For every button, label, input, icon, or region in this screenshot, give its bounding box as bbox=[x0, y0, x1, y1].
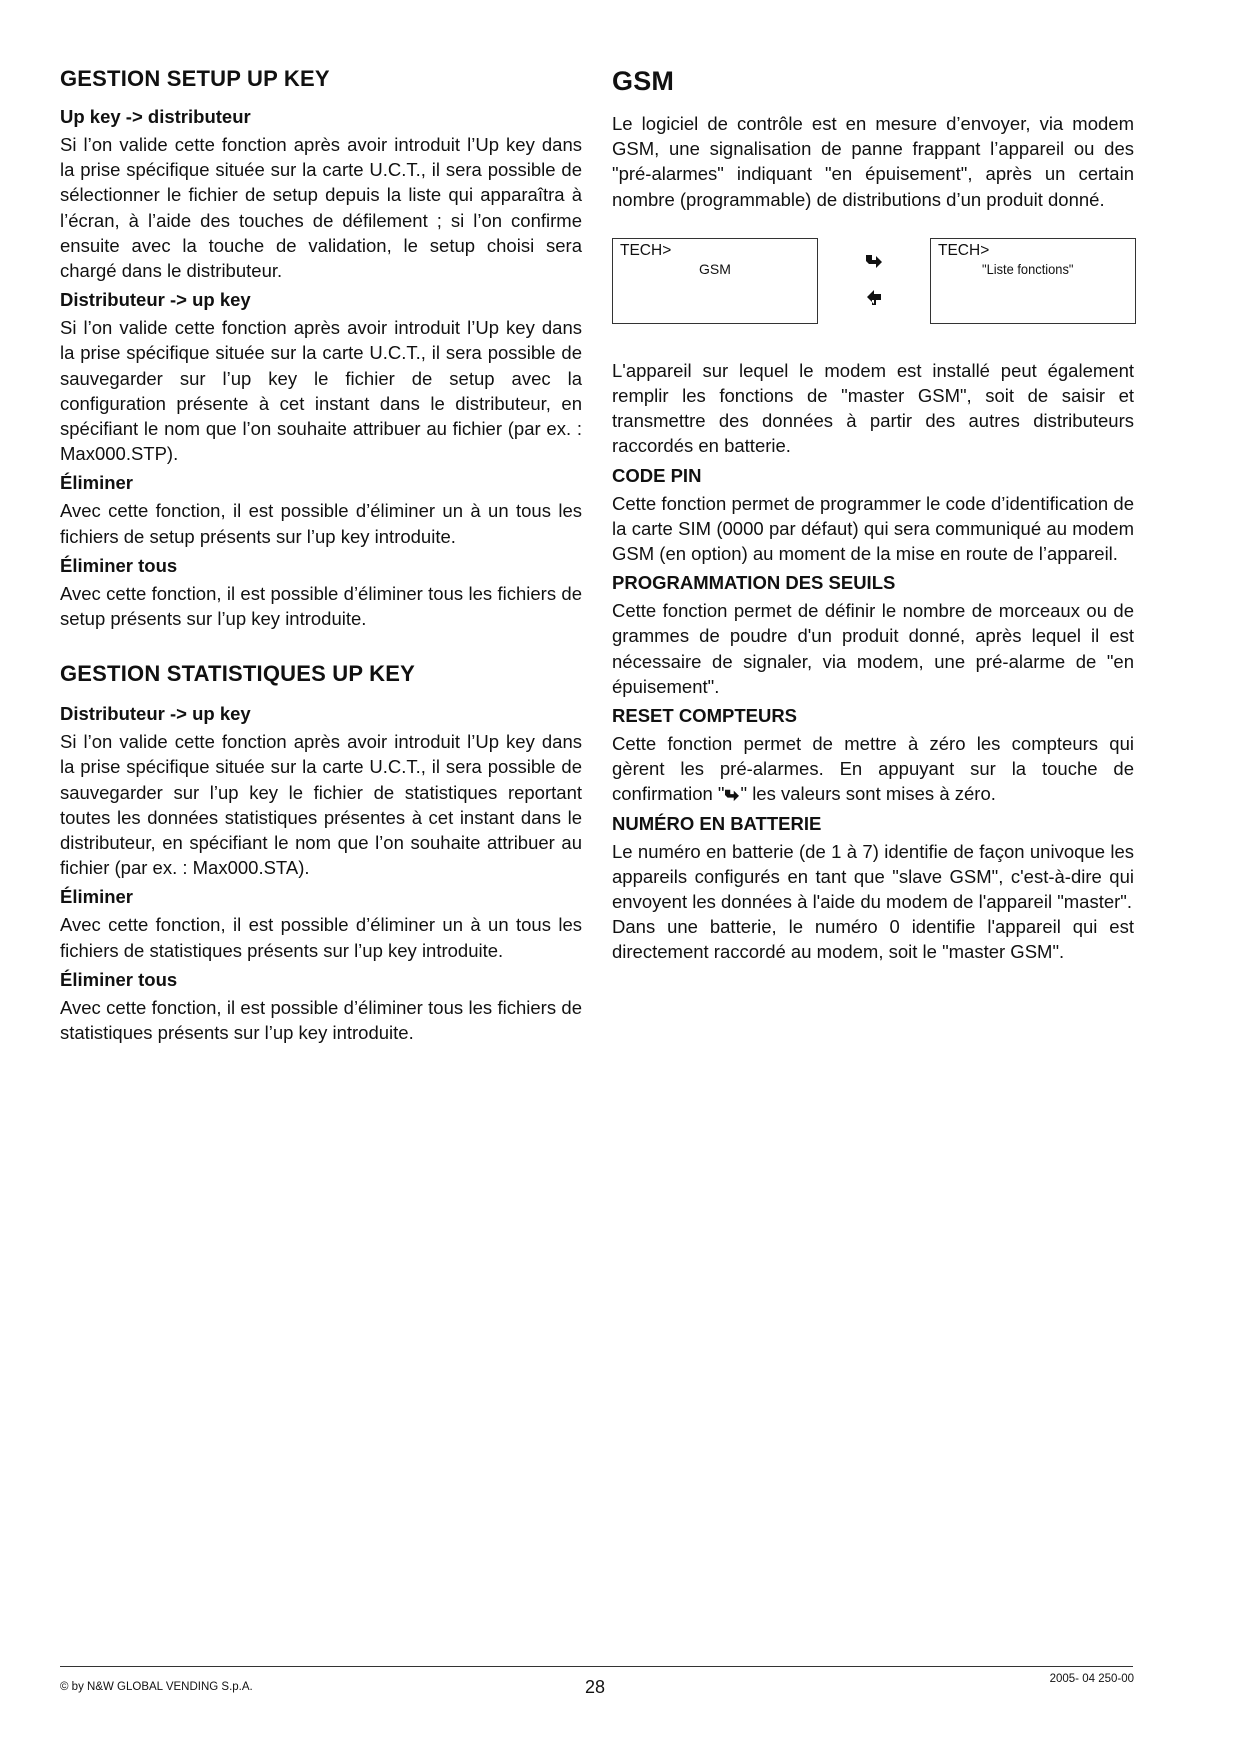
left-column bbox=[60, 66, 582, 1049]
lcd-line-2: "Liste fonctions" bbox=[982, 260, 1074, 277]
paragraph-eliminate: Avec cette fonction, il est possible d’éliminer un à un tous les fichiers de setup présents sur l’up key introduite. bbox=[60, 500, 582, 547]
lcd-line-1: TECH> bbox=[620, 241, 672, 259]
enter-key-icon bbox=[724, 788, 740, 802]
paragraph-distributor-to-upkey: Si l’on valide cette fonction après avoir introduit l’Up key dans la prise spécifique située sur la carte U.C.T., il sera possible de sauvegarder sur l’up key le fichier de setup avec la configuration présente à cet instant dans le distributeur, en spécifiant le nom que l’on souhaite attribuer au fichier (par ex. : Max000.STP). bbox=[60, 317, 582, 465]
paragraph-battery-number-2: Dans une batterie, le numéro 0 identifie l'appareil qui est directement raccordé au modem, soit le "master GSM". bbox=[612, 916, 1134, 963]
gsm-master-paragraph: L'appareil sur lequel le modem est installé peut également remplir les fonctions de "master GSM", soit de saisir et transmettre des données à partir des autres distributeurs raccordés en batterie. bbox=[612, 359, 1134, 457]
subheading-stats-eliminate-all: Éliminer tous bbox=[60, 968, 178, 990]
subheading-reset-counters: RESET COMPTEURS bbox=[612, 705, 798, 727]
subheading-upkey-to-distributor: Up key -> distributeur bbox=[60, 106, 251, 127]
paragraph-reset-counters bbox=[612, 731, 1134, 807]
paragraph-upkey-to-distributor: Si l’on valide cette fonction après avoir introduit l’Up key dans la prise spécifique située sur la carte U.C.T., il sera possible de sélectionner le fichier de setup depuis la liste qui apparaîtra à l’écran, à l’aide des touches de défilement ; si l’on confirme ensuite avec la touche de validation, le setup choisi sera chargé dans le distributeur. bbox=[60, 134, 582, 282]
subheading-stats-eliminate: Éliminer bbox=[60, 886, 133, 908]
subheading-eliminate-all: Éliminer tous bbox=[60, 554, 178, 576]
setup-section-title: GESTION SETUP UP KEY bbox=[60, 66, 330, 91]
document-code: 2005- 04 250-00 bbox=[1049, 1673, 1134, 1685]
subheading-battery-number: NUMÉRO EN BATTERIE bbox=[612, 812, 822, 834]
paragraph-stats-eliminate-all: Avec cette fonction, il est possible d’éliminer tous les fichiers de statistiques présents sur l’up key introduite. bbox=[60, 996, 582, 1044]
subheading-code-pin: CODE PIN bbox=[612, 464, 702, 486]
lcd-diagram bbox=[612, 238, 1134, 324]
lcd-display-gsm bbox=[612, 238, 818, 324]
paragraph-battery-number-1: Le numéro en batterie (de 1 à 7) identifie de façon univoque les appareils configurés en tant que "slave GSM", c'est-à-dire qui envoyent les données à l'aide du modem de l'appareil "master". bbox=[612, 840, 1134, 913]
paragraph-code-pin: Cette fonction permet de programmer le code d’identification de la carte SIM (0000 par défaut) qui sera communiqué au modem GSM (en option) au moment de la mise en route de l’appareil. bbox=[612, 492, 1134, 565]
lcd-line-2: GSM bbox=[699, 260, 731, 277]
paragraph-thresholds: Cette fonction permet de définir le nombre de morceaux ou de grammes de poudre d'un produit donné, après lequel il est nécessaire de signaler, via modem, une pré-alarme de "en épuisement". bbox=[612, 600, 1134, 697]
subheading-thresholds: PROGRAMMATION DES SEUILS bbox=[612, 572, 896, 594]
gsm-title: GSM bbox=[612, 66, 675, 96]
subheading-distributor-to-upkey: Distributeur -> up key bbox=[60, 289, 251, 311]
footer-divider bbox=[60, 1666, 1133, 1667]
lcd-display-function-list bbox=[930, 238, 1136, 324]
reset-text-end: " les valeurs sont mises à zéro. bbox=[740, 783, 996, 805]
subheading-eliminate: Éliminer bbox=[60, 472, 133, 494]
subheading-stats-distributor-to-upkey: Distributeur -> up key bbox=[60, 703, 251, 725]
back-arrow-icon bbox=[865, 288, 883, 306]
enter-arrow-icon bbox=[865, 252, 883, 270]
paragraph-eliminate-all: Avec cette fonction, il est possible d’éliminer tous les fichiers de setup présents sur l’up key introduite. bbox=[60, 582, 582, 630]
reset-text-start: Cette fonction permet de mettre à zéro les compteurs qui gèrent les pré-alarmes. En appuyant sur la touche de confirmation " bbox=[612, 733, 1134, 805]
paragraph-stats-distributor-to-upkey: Si l’on valide cette fonction après avoir introduit l’Up key dans la prise spécifique située sur la carte U.C.T., il sera possible de sauvegarder sur l’up key le fichier de statistiques reportant toutes les données statistiques présentes à cet instant dans le distributeur, en spécifiant le nom que l’on souhaite attribuer au fichier (par ex. : Max000.STA). bbox=[60, 731, 582, 879]
lcd-line-1: TECH> bbox=[938, 241, 990, 259]
page-number: 28 bbox=[584, 1677, 606, 1697]
gsm-intro: Le logiciel de contrôle est en mesure d’envoyer, via modem GSM, une signalisation de panne frappant l’appareil ou des "pré-alarmes" indiquant "en épuisement", après un certain nombre (programmable) de distributions d’un produit donné. bbox=[612, 113, 1134, 210]
paragraph-stats-eliminate: Avec cette fonction, il est possible d’éliminer un à un tous les fichiers de statistiques présents sur l’up key introduite. bbox=[60, 914, 582, 961]
right-column bbox=[612, 66, 1134, 969]
stats-section-title: GESTION STATISTIQUES UP KEY bbox=[60, 661, 416, 687]
footer-copyright: © by N&W GLOBAL VENDING S.p.A. bbox=[60, 1681, 253, 1693]
